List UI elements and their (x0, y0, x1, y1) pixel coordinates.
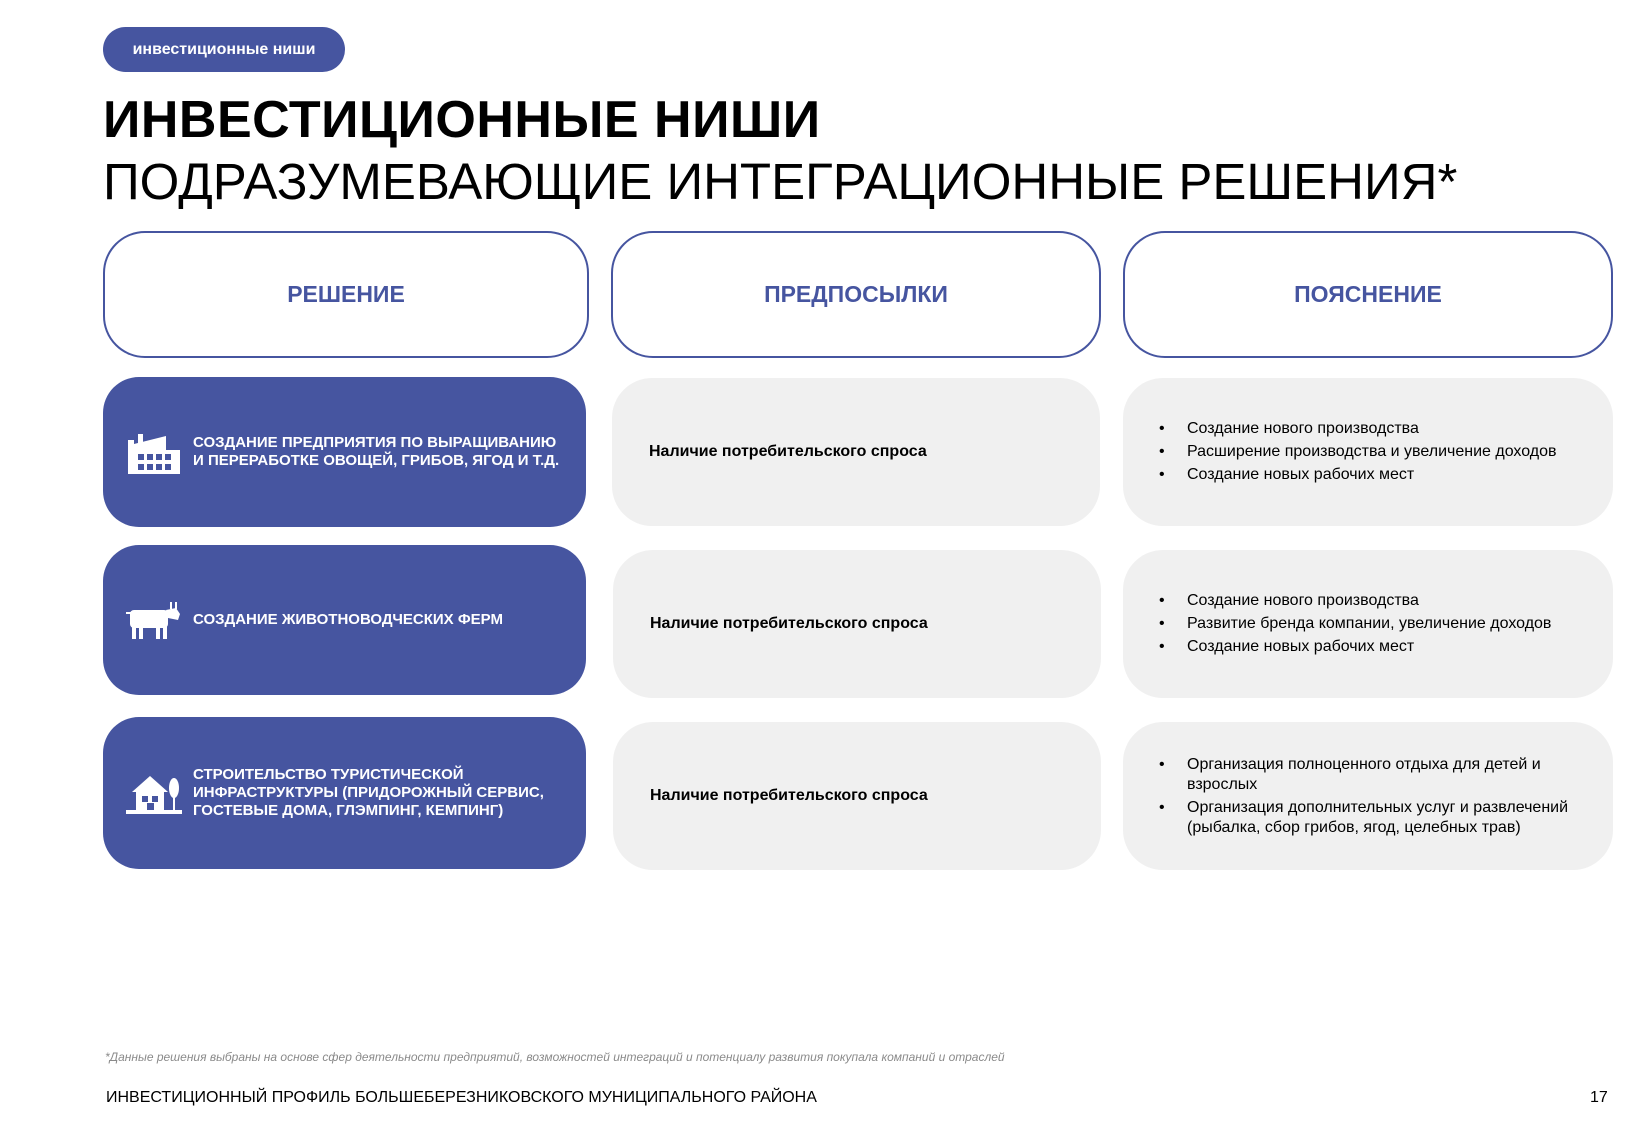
explanation-card-2 (1123, 550, 1613, 698)
section-tag: инвестиционные ниши (103, 27, 345, 72)
solution-card-2 (103, 545, 586, 695)
header-prerequisites: ПРЕДПОСЫЛКИ (611, 231, 1101, 358)
page-subtitle: ПОДРАЗУМЕВАЮЩИЕ ИНТЕГРАЦИОННЫЕ РЕШЕНИЯ* (103, 153, 1458, 210)
prerequisite-text: Наличие потребительского спроса (650, 615, 928, 632)
page-number: 17 (1590, 1089, 1608, 1106)
explanation-card-3 (1123, 722, 1613, 870)
footnote: *Данные решения выбраны на основе сфер деятельности предприятий, возможностей интеграций и потенциалу развития покупала компаний и отраслей (105, 1050, 1005, 1064)
cow-icon (125, 596, 183, 644)
solution-card-3 (103, 717, 586, 869)
solution-text: СТРОИТЕЛЬСТВО ТУРИСТИЧЕСКОЙ ИНФРАСТРУКТУРЫ (ПРИДОРОЖНЫЙ СЕРВИС, ГОСТЕВЫЕ ДОМА, ГЛЭМПИНГ, КЕМПИНГ) (193, 766, 544, 819)
explanation-item: • Расширение производства и увеличение доходов (1159, 442, 1593, 462)
explanation-card-1 (1123, 378, 1613, 526)
solution-card-1 (103, 377, 586, 527)
factory-icon (125, 428, 183, 476)
explanation-item: • Создание нового производства (1159, 591, 1593, 611)
prerequisite-card-2 (613, 550, 1101, 698)
prerequisite-text: Наличие потребительского спроса (649, 443, 927, 460)
header-solution: РЕШЕНИЕ (103, 231, 589, 358)
header-explanation: ПОЯСНЕНИЕ (1123, 231, 1613, 358)
footer-title: ИНВЕСТИЦИОННЫЙ ПРОФИЛЬ БОЛЬШЕБЕРЕЗНИКОВСКОГО МУНИЦИПАЛЬНОГО РАЙОНА (106, 1089, 817, 1106)
explanation-item: • Организация полноценного отдыха для детей и взрослых (1159, 755, 1593, 795)
solution-text: СОЗДАНИЕ ПРЕДПРИЯТИЯ ПО ВЫРАЩИВАНИЮ И ПЕРЕРАБОТКЕ ОВОЩЕЙ, ГРИБОВ, ЯГОД И Т.Д. (193, 434, 560, 469)
house-tree-icon (125, 769, 183, 817)
prerequisite-text: Наличие потребительского спроса (650, 787, 928, 804)
explanation-item: • Организация дополнительных услуг и развлечений (рыбалка, сбор грибов, ягод, целебных трав) (1159, 798, 1593, 838)
page-title: ИНВЕСТИЦИОННЫЕ НИШИ (103, 91, 821, 149)
solution-text: СОЗДАНИЕ ЖИВОТНОВОДЧЕСКИХ ФЕРМ (193, 611, 503, 628)
explanation-item: • Создание новых рабочих мест (1159, 465, 1593, 485)
explanation-item: • Развитие бренда компании, увеличение доходов (1159, 614, 1593, 634)
prerequisite-card-1 (612, 378, 1100, 526)
prerequisite-card-3 (613, 722, 1101, 870)
explanation-item: • Создание новых рабочих мест (1159, 637, 1593, 657)
explanation-item: • Создание нового производства (1159, 419, 1593, 439)
